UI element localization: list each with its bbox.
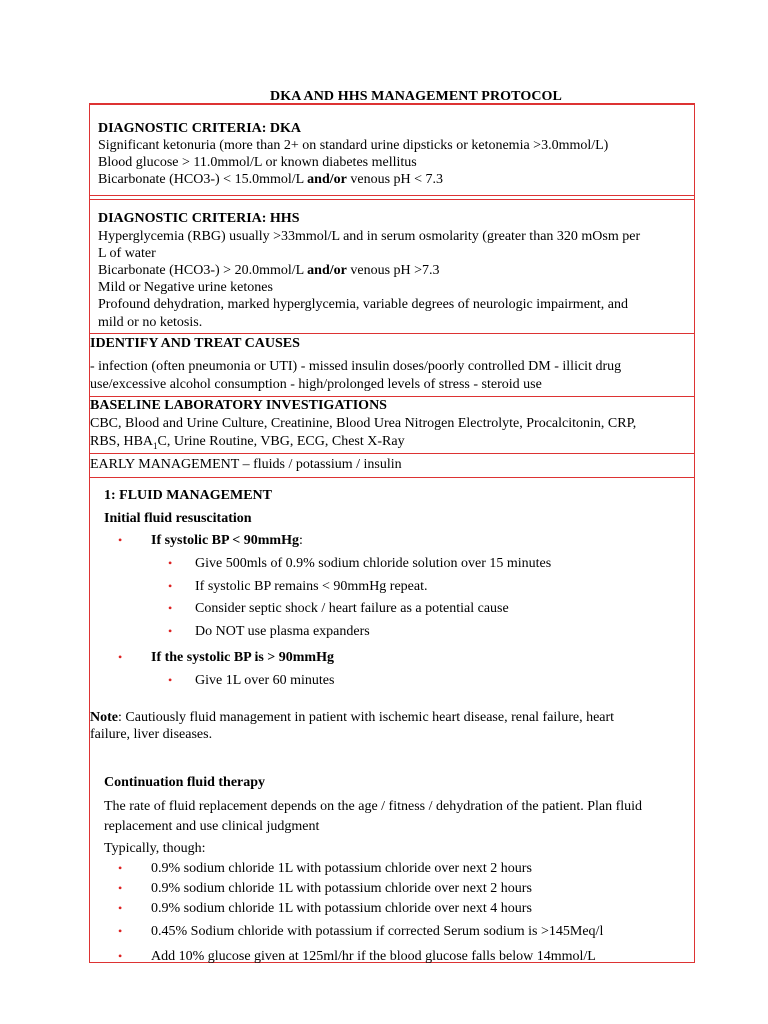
hhs-heading: DIAGNOSTIC CRITERIA: HHS xyxy=(98,211,300,226)
frame-right-border xyxy=(694,103,695,963)
divider xyxy=(89,333,695,334)
divider xyxy=(89,103,695,105)
bullet-icon: • xyxy=(118,861,123,875)
hhs-hyperglycemia-line-cont: L of water xyxy=(98,246,156,261)
typical-item: 0.9% sodium chloride 1L with potassium chloride over next 4 hours xyxy=(151,901,532,916)
fluid-management-heading: 1: FLUID MANAGEMENT xyxy=(104,488,272,503)
dka-heading: DIAGNOSTIC CRITERIA: DKA xyxy=(98,121,302,136)
bullet-icon: • xyxy=(168,601,173,615)
causes-line-cont: use/excessive alcohol consumption - high/prolonged levels of stress - steroid use xyxy=(90,377,542,392)
rate-line: The rate of fluid replacement depends on the age / fitness / dehydration of the patient. Plan fluid xyxy=(104,799,643,814)
dka-bicarbonate-line: Bicarbonate (HCO3-) < 15.0mmol/L and/or venous pH < 7.3 xyxy=(98,172,444,187)
hhs-hyperglycemia-line: Hyperglycemia (RBG) usually >33mmol/L and in serum osmolarity (greater than 320 mOsm per xyxy=(98,229,641,244)
causes-line: - infection (often pneumonia or UTI) - missed insulin doses/poorly controlled DM - illicit drug xyxy=(90,359,622,374)
bullet-icon: • xyxy=(118,881,123,895)
bullet-icon: • xyxy=(118,533,123,547)
typical-item: Add 10% glucose given at 125ml/hr if the blood glucose falls below 14mmol/L xyxy=(151,949,596,964)
initial-resuscitation-heading: Initial fluid resuscitation xyxy=(104,511,252,526)
note-line-cont: failure, liver diseases. xyxy=(90,727,213,742)
divider xyxy=(89,195,695,196)
causes-heading: IDENTIFY AND TREAT CAUSES xyxy=(90,336,300,351)
typical-item: 0.9% sodium chloride 1L with potassium chloride over next 2 hours xyxy=(151,861,532,876)
bullet-icon: • xyxy=(168,624,173,638)
hhs-dehydration-line-cont: mild or no ketosis. xyxy=(98,315,203,330)
continuation-heading: Continuation fluid therapy xyxy=(104,775,266,790)
labs-line: CBC, Blood and Urine Culture, Creatinine, Blood Urea Nitrogen Electrolyte, Procalcitonin, CRP, xyxy=(90,416,637,431)
sbp-low-label: If systolic BP < 90mmHg: xyxy=(151,533,303,548)
frame-left-border xyxy=(89,103,90,963)
sbp-high-label: If the systolic BP is > 90mmHg xyxy=(151,650,334,665)
bullet-icon: • xyxy=(168,579,173,593)
bullet-icon: • xyxy=(118,949,123,963)
low-item: Consider septic shock / heart failure as a potential cause xyxy=(195,601,509,616)
page-title: DKA AND HHS MANAGEMENT PROTOCOL xyxy=(270,89,562,104)
hhs-bicarbonate-line: Bicarbonate (HCO3-) > 20.0mmol/L and/or venous pH >7.3 xyxy=(98,263,440,278)
low-item: If systolic BP remains < 90mmHg repeat. xyxy=(195,579,428,594)
hhs-dehydration-line: Profound dehydration, marked hyperglycemia, variable degrees of neurologic impairment, and xyxy=(98,297,629,312)
divider xyxy=(89,199,695,200)
bullet-icon: • xyxy=(168,556,173,570)
early-management-heading: EARLY MANAGEMENT – fluids / potassium / insulin xyxy=(90,457,402,472)
divider xyxy=(89,477,695,478)
low-item: Give 500mls of 0.9% sodium chloride solution over 15 minutes xyxy=(195,556,552,571)
typical-item: 0.9% sodium chloride 1L with potassium chloride over next 2 hours xyxy=(151,881,532,896)
bullet-icon: • xyxy=(168,673,173,687)
dka-ketonuria-line: Significant ketonuria (more than 2+ on standard urine dipsticks or ketonemia >3.0mmol/L) xyxy=(98,138,609,153)
note-line: Note: Cautiously fluid management in patient with ischemic heart disease, renal failure, heart xyxy=(90,710,615,725)
dka-glucose-line: Blood glucose > 11.0mmol/L or known diabetes mellitus xyxy=(98,155,417,170)
bullet-icon: • xyxy=(118,924,123,938)
low-item: Do NOT use plasma expanders xyxy=(195,624,370,639)
labs-line-cont: RBS, $HBA_1C$, Urine Routine, VBG, ECG, Chest X-Ray xyxy=(90,434,405,451)
typical-item: 0.45% Sodium chloride with potassium if corrected Serum sodium is >145Meq/l xyxy=(151,924,604,939)
high-item: Give 1L over 60 minutes xyxy=(195,673,335,688)
rate-line-cont: replacement and use clinical judgment xyxy=(104,819,320,834)
bullet-icon: • xyxy=(118,650,123,664)
bullet-icon: • xyxy=(118,901,123,915)
hhs-ketones-line: Mild or Negative urine ketones xyxy=(98,280,273,295)
typically-label: Typically, though: xyxy=(104,841,206,856)
labs-heading: BASELINE LABORATORY INVESTIGATIONS xyxy=(90,398,387,413)
